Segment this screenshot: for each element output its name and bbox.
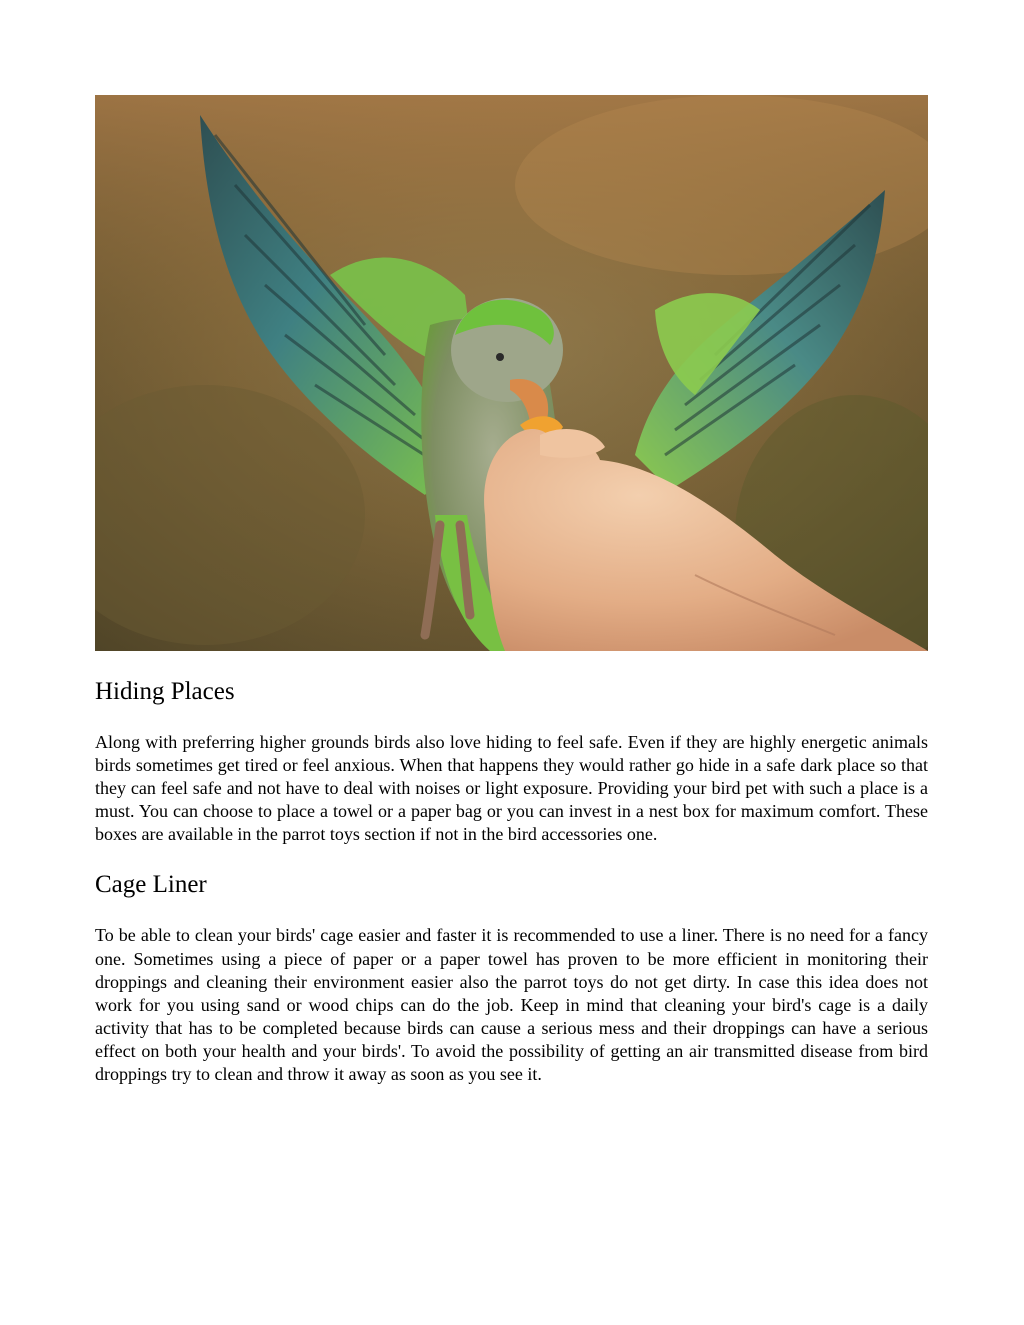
- section-heading-cage-liner: Cage Liner: [95, 871, 207, 899]
- section-heading-hiding-places: Hiding Places: [95, 678, 235, 705]
- document-page: [95, 95, 928, 1086]
- section-body-hiding-places: Along with preferring higher grounds birds also love hiding to feel safe. Even if they are highly energetic animals birds sometimes get tired or feel anxious. When that happens they would rather go hide in a safe dark place so that they can feel safe and not have to deal with noises or light exposure. Providing your bird pet with such a place is a must. You can choose to place a towel or a paper bag or you can invest in a nest box for maximum comfort. These boxes are available in the parrot toys section if not in the bird accessories one.: [95, 732, 928, 845]
- parrot-photo: [95, 95, 928, 651]
- parrot-illustration: [95, 95, 928, 651]
- section-body-cage-liner: To be able to clean your birds' cage easier and faster it is recommended to use a liner. There is no need for a fancy one. Sometimes using a piece of paper or a paper towel has proven to be more efficient in monitoring their droppings and cleaning their environment easier also the parrot toys do not get dirty. In case this idea does not work for you using sand or wood chips can do the job. Keep in mind that cleaning your bird's cage is a daily activity that has to be completed because birds can cause a serious mess and their droppings can have a serious effect on both your health and your birds'. To avoid the possibility of getting an air transmitted disease from bird droppings try to clean and throw it away as soon as you see it.: [95, 925, 928, 1085]
